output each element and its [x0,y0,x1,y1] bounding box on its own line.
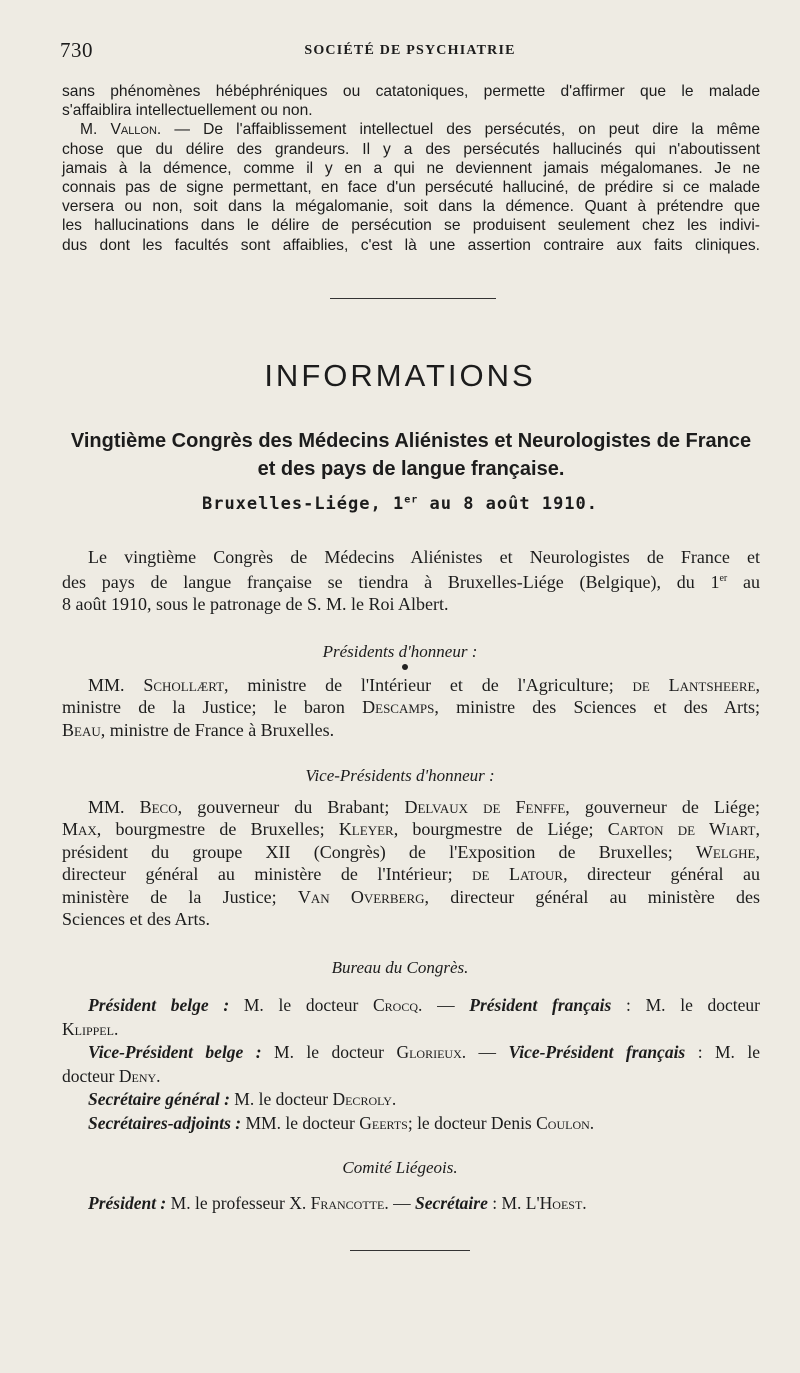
text-span: . — [461,1042,509,1062]
intro-paragraph [62,546,760,615]
ordinal-suffix: er [719,573,728,584]
text-span: : M. le docteur [611,995,760,1015]
text-span: : M. le [685,1042,761,1062]
text-line: sans phénomènes hébéphréniques ou catatoniques, permette d'affirmer que le malade [62,83,760,100]
discussion-paragraph [62,82,760,255]
comite-list [62,1192,760,1216]
text-span: MM. [88,675,144,695]
text-span: , gouverneur de Liége; [565,797,760,817]
text-line [62,994,760,1018]
text-span: . [589,1112,595,1133]
ordinal-suffix: er [404,494,419,506]
bureau-list [62,994,760,1135]
text-line: connais pas de signe permettant, en face d'un persécuté halluciné, de prédire si ce malade [62,179,760,197]
congress-title-line: Vingtième Congrès des Médecins Aliénistes et Neurologistes de France [70,430,752,452]
text-line: 8 août 1910, sous le patronage de S. M. le Roi Albert. [62,594,449,614]
page-number: 730 [60,38,93,62]
text-line [62,120,760,139]
text-span: MM. le docteur [241,1112,360,1133]
text-line: Sciences et des Arts. [62,909,210,930]
text-span: , ministre de l'Intérieur et de l'Agriculture; [224,675,633,695]
person-name: Schollært [143,675,225,695]
person-name: Beco [139,797,178,817]
text-span: des pays de langue française se tiendra à Bruxelles-Liége (Belgique), du 1 [62,572,720,592]
text-span: ministre de la Justice; le baron [62,697,363,718]
text-line [62,886,760,908]
text-span: , gouverneur du Brabant; [177,797,405,817]
person-name: Glorieux [396,1042,462,1062]
text-line [62,1112,760,1136]
vice-presidents-heading: Vice-Présidents d'honneur : [305,766,495,785]
role-label: Secrétaire [414,1193,488,1213]
person-name: Decroly [332,1089,392,1109]
text-span: , bourgmestre de Bruxelles; [96,819,339,840]
text-span: , ministre de France à Bruxelles. [100,719,335,740]
text-span: docteur [62,1065,119,1086]
text-line [62,719,760,741]
text-span: ministère de la Justice; [62,886,298,907]
divider-rule [350,1250,470,1251]
role-label: Président belge : [88,995,230,1015]
text-line [62,568,760,593]
text-span: : M. L' [487,1193,540,1213]
text-line: Le vingtième Congrès de Médecins Aliénistes et Neurologistes de France et [88,547,760,567]
person-name: Max [62,819,97,840]
congress-title-line: et des pays de langue française. [257,458,565,480]
text-span: , bourgmestre de Liége; [393,819,608,840]
text-span: . — [384,1193,415,1213]
text-span: , directeur général au ministère des [424,886,761,907]
text-span: M. le docteur [261,1042,397,1062]
person-name: Carton de Wiart [607,819,756,840]
honorary-presidents-list [62,674,760,741]
text-line [62,1041,760,1065]
role-label: Président : [88,1193,167,1213]
text-line [62,674,760,696]
divider-rule [330,298,496,299]
text-line: versera ou non, soit dans la mégalomanie, soit dans la démence. Quant à prétendre que [62,198,760,216]
person-name: Beau [62,719,101,740]
person-name: Van Overberg [297,886,425,907]
text-span: ; le docteur Denis [407,1112,537,1133]
text-span: , [755,819,760,840]
person-name: Kleyer [338,819,394,840]
person-name: Geerts [359,1112,408,1133]
text-line: jamais à la démence, comme il y en a qui ne deviennent jamais mégalomanes. Je ne [62,159,760,177]
person-name: Deny [118,1065,157,1086]
text-span: président du groupe XII (Congrès) de l'Exposition de Bruxelles; [62,841,696,862]
text-span: . [156,1065,161,1086]
text-span: , directeur général au [563,864,760,885]
text-span: M. le docteur [229,995,373,1015]
congress-dates [0,494,800,514]
dot-mark [402,664,408,670]
person-name: Coulon [536,1112,590,1133]
text-span: . [582,1193,587,1213]
role-label: Secrétaire général : [88,1089,230,1109]
person-name: Delvaux de Fenffe [404,797,566,817]
speaker-name: M. Vallon. [80,121,162,139]
text-line: les hallucinations dans le délire de persécution se produisent seulement chez les indivi- [62,217,760,235]
dates-text: Bruxelles-Liége, 1 [201,494,405,514]
dates-text: au 8 août 1910. [418,494,599,514]
text-span: M. le docteur [229,1089,333,1109]
text-line [62,696,760,718]
person-name: Crocq [372,995,418,1015]
text-span: , [755,841,760,862]
vice-presidents-list [62,796,760,930]
comite-heading: Comité Liégeois. [342,1158,458,1177]
text-line [62,1065,760,1089]
role-label: Vice-Président français [508,1042,686,1062]
text-span: au [727,572,760,592]
role-label: Président français [469,995,612,1015]
text-span: . — [418,995,470,1015]
text-span: , ministre des Sciences et des Arts; [434,697,761,718]
section-title: INFORMATIONS [264,358,536,393]
person-name: Francotte [310,1193,385,1213]
role-label: Vice-Président belge : [88,1042,262,1062]
text-span: — De l'affaiblissement intellectuel des persécutés, on peut dire la même [161,121,760,139]
person-name: Welghe [695,841,756,862]
congress-title [62,427,760,483]
text-line [62,841,760,863]
person-name: de Lantsheere [632,675,756,695]
text-span: directeur général au ministère de l'Intérieur; [62,864,473,885]
text-line [62,1088,760,1112]
page-header [60,38,760,64]
text-span: . [391,1089,397,1109]
honorary-presidents-heading: Présidents d'honneur : [322,642,478,661]
text-line [62,863,760,885]
text-line [62,1192,760,1216]
person-name: Hoest [539,1193,583,1213]
text-line: dus dont les facultés sont affaiblies, c'est là une assertion contraire aux faits cliniques. [62,236,760,254]
text-span: M. le professeur X. [166,1193,311,1213]
bureau-heading: Bureau du Congrès. [331,958,469,977]
text-line [62,796,760,818]
person-name: de Latour [472,864,564,885]
person-name: Descamps [362,697,435,718]
text-line: s'affaiblira intellectuellement ou non. [62,102,313,120]
text-line [62,818,760,840]
role-label: Secrétaires-adjoints : [88,1112,242,1133]
text-line: chose que du délire des grandeurs. Il y a des persécutés hallucinés qui n'aboutissent [62,140,760,158]
person-name: Klippel. [62,1018,119,1039]
running-head: SOCIÉTÉ DE PSYCHIATRIE [304,43,516,58]
text-span: , [755,675,760,695]
text-span: MM. [88,797,140,817]
